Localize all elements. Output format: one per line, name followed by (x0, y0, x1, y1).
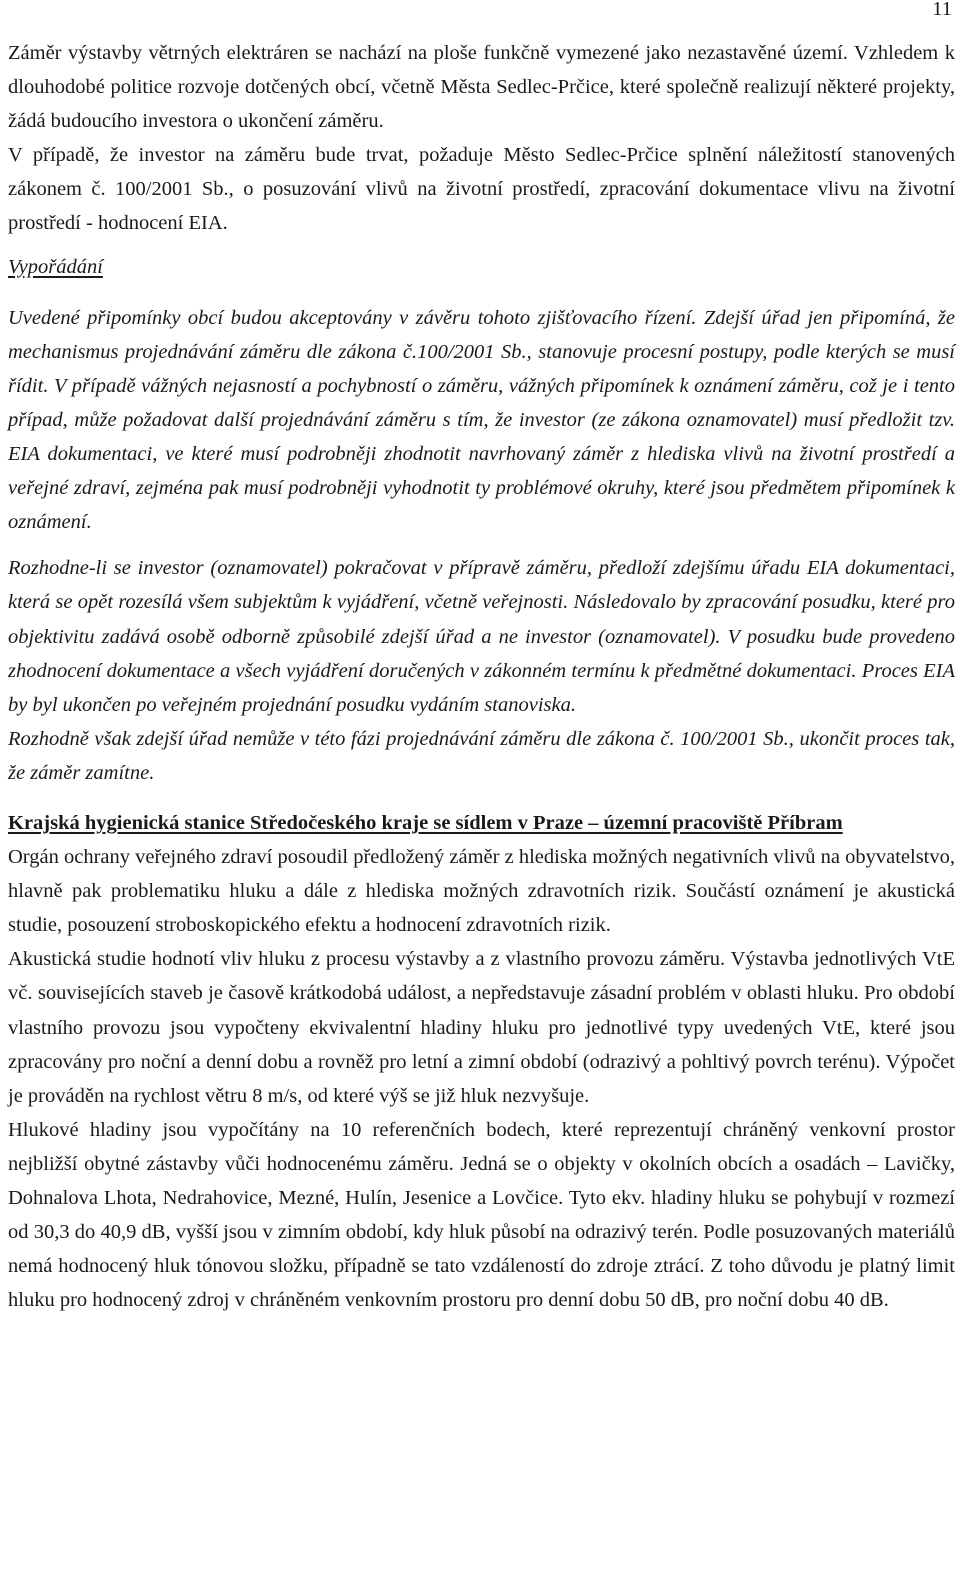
document-body (8, 36, 955, 1317)
vyporadani-paragraph-1: Uvedené připomínky obcí budou akceptovány v závěru tohoto zjišťovacího řízení. Zdejší úřad jen připomíná, že mechanismus projednávání záměru dle zákona č.100/2001 Sb., stanovuje procesní postupy, podle kterých se musí řídit. V případě vážných nejasností a pochybností o záměru, vážných připomínek k oznámení záměru, což je i tento případ, může požadovat další projednávání záměru s tím, že investor (ze zákona oznamovatel) musí předložit tzv. EIA dokumentaci, ve které musí podrobněji zhodnotit navrhovaný záměr z hlediska vlivů na životní prostředí a veřejné zdraví, zejména pak musí podrobněji vyhodnotit ty problémové okruhy, které jsou předmětem připomínek k oznámení. (8, 306, 955, 534)
vyporadani-paragraph-3: Rozhodně však zdejší úřad nemůže v této fázi projednávání záměru dle zákona č. 100/2001 Sb., ukončit proces tak, že záměr zamítne. (8, 727, 955, 784)
paragraph-intro: Záměr výstavby větrných elektráren se nachází na ploše funkčně vymezené jako nezastavěné území. Vzhledem k dlouhodobé politice rozvoje dotčených obcí, včetně Města Sedlec-Prčice, které společně realizují některé projekty, žádá budoucího investora o ukončení záměru. (8, 42, 955, 133)
paragraph-acoustic-study: Akustická studie hodnotí vliv hluku z procesu výstavby a z vlastního provozu záměru. Výstavba jednotlivých VtE vč. souvisejících staveb je časově krátkodobá událost, a nepředstavuje zásadní problém v oblasti hluku. Pro období vlastního provozu jsou vypočteny ekvivalentní hladiny hluku pro jednotlivé typy uvedených VtE, které jsou zpracovány pro noční a denní dobu a rovněž pro letní a zimní období (odrazivý a pohltivý povrch terénu). Výpočet je prováděn na rychlost větru 8 m/s, od které výš se již hluk nezvyšuje. (8, 948, 955, 1107)
section-heading-khs: Krajská hygienická stanice Středočeského kraje se sídlem v Praze – územní pracoviště Příbram (8, 811, 843, 834)
page-number: 11 (932, 0, 952, 20)
paragraph-noise-levels: Hlukové hladiny jsou vypočítány na 10 referenčních bodech, které reprezentují chráněný venkovní prostor nejbližší obytné zástavby vůči hodnocenému záměru. Jedná se o objekty v okolních obcích a osadách – Lavičky, Dohnalova Lhota, Nedrahovice, Mezné, Hulín, Jesenice a Lovčice. Tyto ekv. hladiny hluku se pohybují v rozmezí od 30,3 do 40,9 dB, vyšší jsou v zimním období, kdy hluk působí na odrazivý terén. Podle posuzovaných materiálů nemá hodnocený hluk tónovou složku, případně se tato vzdáleností do zdroje ztrácí. Z toho důvodu je platný limit hluku pro hodnocený zdroj v chráněném venkovním prostoru pro denní dobu 50 dB, pro noční dobu 40 dB. (8, 1118, 955, 1312)
vyporadani-heading: Vypořádání (8, 255, 103, 278)
paragraph-eia-requirement: V případě, že investor na záměru bude trvat, požaduje Město Sedlec-Prčice splnění náležitostí stanovených zákonem č. 100/2001 Sb., o posuzování vlivů na životní prostředí, zpracování dokumentace vlivu na životní prostředí - hodnocení EIA. (8, 144, 955, 235)
paragraph-health-assessment: Orgán ochrany veřejného zdraví posoudil předložený záměr z hlediska možných negativních vlivů na obyvatelstvo, hlavně pak problematiku hluku a dále z hlediska možných zdravotních rizik. Součástí oznámení je akustická studie, posouzení stroboskopického efektu a hodnocení zdravotních rizik. (8, 846, 955, 937)
vyporadani-paragraph-2: Rozhodne-li se investor (oznamovatel) pokračovat v přípravě záměru, předloží zdejšímu úřadu EIA dokumentaci, která se opět rozesílá všem subjektům k vyjádření, včetně veřejnosti. Následovalo by zpracování posudku, které pro objektivitu zadává osobě odborně způsobilé zdejší úřad a ne investor (oznamovatel). V posudku bude provedeno zhodnocení dokumentace a všech vyjádření doručených v zákonném termínu k předmětné dokumentaci. Proces EIA by byl ukončen po veřejném projednání posudku vydáním stanoviska. (8, 557, 955, 716)
